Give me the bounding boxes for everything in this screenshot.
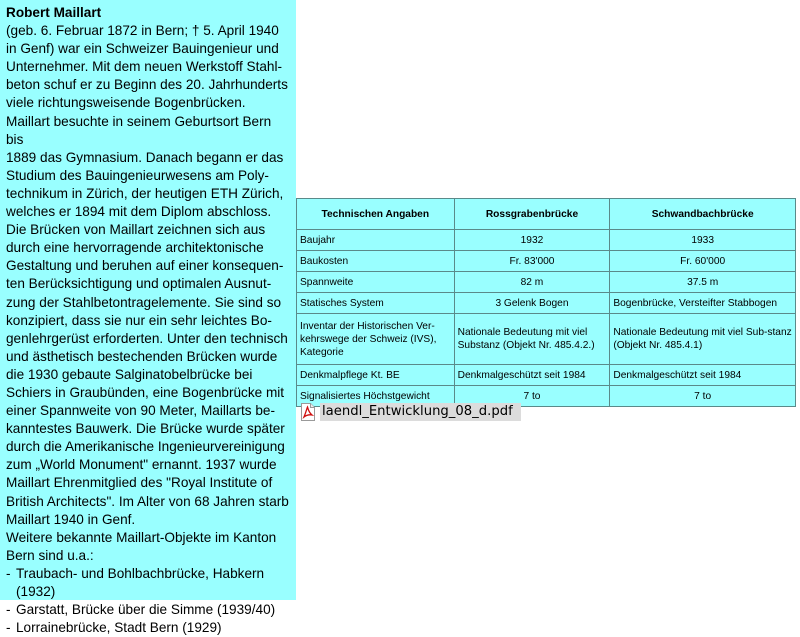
article-line: Maillart Ehrenmitglied des "Royal Institute of bbox=[6, 475, 273, 491]
list-dash: - bbox=[6, 620, 11, 636]
article-line: Maillart 1940 in Genf. bbox=[6, 511, 136, 527]
article-line: kanntestes Bauwerk. Die Brücke wurde später bbox=[6, 421, 285, 437]
row-label: Denkmalpflege Kt. BE bbox=[297, 365, 455, 386]
article-line: welches er 1894 mit dem Diplom abschloss. bbox=[6, 204, 272, 220]
cell-value: 1933 bbox=[610, 230, 796, 251]
article-line: zung der Stahlbetontragelemente. Sie sind so bbox=[6, 294, 282, 310]
article-line: viele richtungsweisende Bogenbrücken. bbox=[6, 95, 246, 111]
list-item-text: Garstatt, Brücke über die Simme (1939/40) bbox=[16, 602, 276, 618]
cell-value: 1932 bbox=[454, 230, 610, 251]
article-line: die 1930 gebaute Salginatobelbrücke bei bbox=[6, 366, 253, 382]
article-line: Die Brücken von Maillart zeichnen sich aus bbox=[6, 222, 266, 238]
list-item bbox=[6, 619, 292, 637]
article-line: Gestaltung und beruhen auf einer konsequen- bbox=[6, 258, 284, 274]
cell-value: 82 m bbox=[454, 272, 610, 293]
table-row bbox=[297, 293, 796, 314]
article-line: zum „World Monument" ernannt. 1937 wurde bbox=[6, 457, 277, 473]
header-technische-angaben: Technischen Angaben bbox=[297, 199, 455, 230]
article-title: Robert Maillart bbox=[6, 5, 102, 20]
list-item-text: Traubach- und Bohlbachbrücke, Habkern bbox=[16, 565, 265, 581]
article-line: in Genf) war ein Schweizer Bauingenieur und bbox=[6, 41, 279, 57]
article-panel bbox=[0, 0, 296, 636]
article-line: British Architects". Im Alter von 68 Jahren starb bbox=[6, 493, 289, 509]
article-line: (geb. 6. Februar 1872 in Bern; † 5. April 1940 bbox=[6, 23, 279, 39]
pdf-attachment[interactable] bbox=[300, 402, 521, 422]
cell-value: Denkmalgeschützt seit 1984 bbox=[454, 365, 610, 386]
table-row bbox=[297, 251, 796, 272]
list-item-text: Lorrainebrücke, Stadt Bern (1929) bbox=[16, 620, 222, 636]
article-line: Unternehmer. Mit dem neuen Werkstoff Stahl- bbox=[6, 59, 283, 75]
list-dash: - bbox=[6, 565, 11, 581]
article-line: Weitere bekannte Maillart-Objekte im Kanton bbox=[6, 529, 277, 545]
attachment-filename[interactable]: laendl_Entwicklung_08_d.pdf bbox=[320, 403, 521, 421]
article-line: beton schuf er zu Beginn des 20. Jahrhunderts bbox=[6, 77, 288, 93]
row-label: Baujahr bbox=[297, 230, 455, 251]
cell-value: Fr. 60'000 bbox=[610, 251, 796, 272]
technical-data-table bbox=[296, 198, 796, 407]
cell-value: Nationale Bedeutung mit viel Sub-stanz (Objekt Nr. 485.4.1) bbox=[610, 314, 796, 365]
pdf-file-icon bbox=[300, 403, 316, 421]
article-line: konzipiert, dass sie nur ein sehr leichtes Bo- bbox=[6, 312, 272, 328]
article-line: technikum in Zürich, der heutigen ETH Zürich, bbox=[6, 185, 284, 201]
cell-value: Bogenbrücke, Versteifter Stabbogen bbox=[610, 293, 796, 314]
cell-value: 7 to bbox=[610, 386, 796, 407]
header-rossgrabenbruecke: Rossgrabenbrücke bbox=[454, 199, 610, 230]
list-dash: - bbox=[6, 602, 11, 618]
list-item bbox=[6, 601, 292, 619]
article-line: und ästhetisch bestechenden Brücken wurde bbox=[6, 348, 278, 364]
header-schwandbachbruecke: Schwandbachbrücke bbox=[610, 199, 796, 230]
article-line: 1889 das Gymnasium. Danach begann er das bbox=[6, 149, 284, 165]
row-label: Statisches System bbox=[297, 293, 455, 314]
article-line: einer Spannweite von 90 Meter, Maillarts be- bbox=[6, 403, 275, 419]
cell-value: 3 Gelenk Bogen bbox=[454, 293, 610, 314]
cell-value: 37.5 m bbox=[610, 272, 796, 293]
list-item-continuation: (1932) bbox=[16, 584, 56, 599]
article-line: durch eine hervorragende architektonische bbox=[6, 240, 264, 256]
article-body bbox=[6, 22, 292, 565]
table-header-row bbox=[297, 199, 796, 230]
cell-value: Fr. 83'000 bbox=[454, 251, 610, 272]
article-line: Studium des Bauingenieurwesens am Poly- bbox=[6, 167, 269, 183]
bridge-list bbox=[6, 565, 292, 637]
row-label: Signalisiertes Höchstgewicht bbox=[297, 386, 455, 407]
article-line: ten Berücksichtigung und optimalen Ausnut- bbox=[6, 276, 272, 292]
cell-value: 7 to bbox=[454, 386, 610, 407]
article-line: Maillart besuchte in seinem Geburtsort Bern bis bbox=[6, 113, 272, 147]
table-row bbox=[297, 230, 796, 251]
article-line: durch die Amerikanische Ingenieurvereinigung bbox=[6, 439, 285, 455]
article-line: Schiers in Graubünden, eine Bogenbrücke mit bbox=[6, 384, 285, 400]
list-item bbox=[6, 565, 292, 601]
row-label: Inventar der Historischen Ver-kehrswege der Schweiz (IVS), Kategorie bbox=[297, 314, 455, 365]
cell-value: Nationale Bedeutung mit viel Substanz (Objekt Nr. 485.4.2.) bbox=[454, 314, 610, 365]
row-label: Baukosten bbox=[297, 251, 455, 272]
article-line: genlehrgerüst erforderten. Unter den technisch bbox=[6, 330, 288, 346]
table-row bbox=[297, 365, 796, 386]
row-label: Spannweite bbox=[297, 272, 455, 293]
table-row bbox=[297, 272, 796, 293]
table-row bbox=[297, 314, 796, 365]
cell-value: Denkmalgeschützt seit 1984 bbox=[610, 365, 796, 386]
article-line: Bern sind u.a.: bbox=[6, 547, 94, 563]
